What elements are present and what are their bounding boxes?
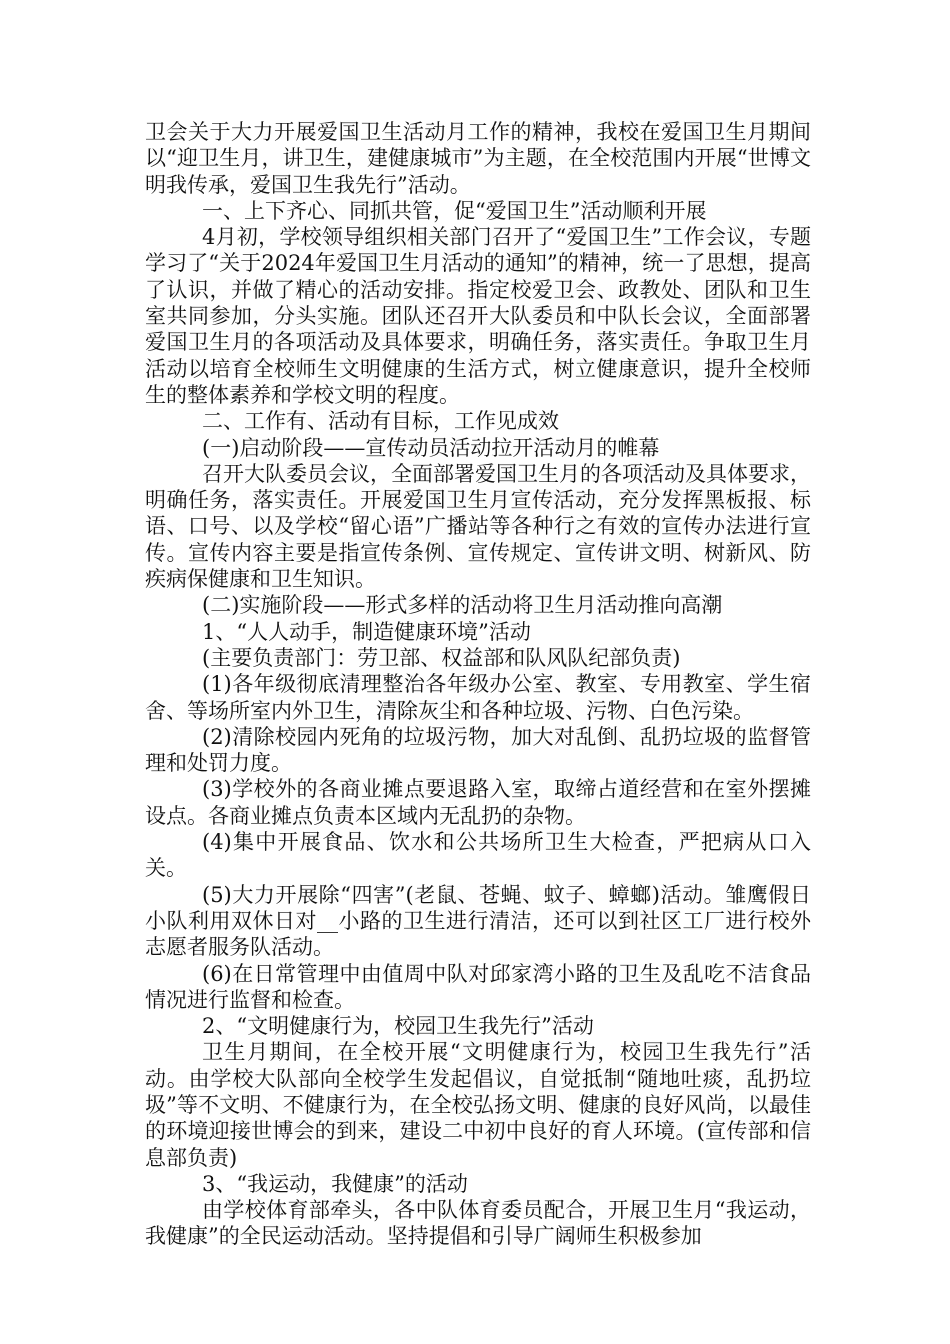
body-paragraph: 由学校体育部牵头，各中队体育委员配合，开展卫生月“我运动，我健康”的全民运动活动。坚持提倡和引导广阔师生积极参加 bbox=[145, 1198, 811, 1249]
section-heading: 二、工作有、活动有目标，工作见成效 bbox=[202, 409, 559, 434]
activity-heading: 3、“我运动，我健康”的活动 bbox=[202, 1171, 468, 1196]
subsection-heading: (二)实施阶段——形式多样的活动将卫生月活动推向高潮 bbox=[202, 593, 723, 618]
subsection-heading: (一)启动阶段——宣传动员活动拉开活动月的帷幕 bbox=[202, 435, 660, 460]
body-paragraph: 召开大队委员会议，全面部署爱国卫生月的各项活动及具体要求，明确任务，落实责任。开展爱国卫生月宣传活动，充分发挥黑板报、标语、口号、以及学校“留心语”广播站等各种行之有效的宣传办法进行宣传。宣传内容主要是指宣传条例、宣传规定、宣传讲文明、树新风、防疾病保健康和卫生知识。 bbox=[145, 461, 811, 592]
list-item: (1)各年级彻底清理整治各年级办公室、教室、专用教室、学生宿舍、等场所室内外卫生，清除灰尘和各种垃圾、污物、白色污染。 bbox=[145, 672, 811, 723]
document-page bbox=[145, 119, 811, 1250]
list-item: (6)在日常管理中由值周中队对邱家湾小路的卫生及乱吃不洁食品情况进行监督和检查。 bbox=[145, 961, 811, 1012]
list-item: (4)集中开展食品、饮水和公共场所卫生大检查，严把病从口入关。 bbox=[145, 830, 811, 881]
list-item: (2)清除校园内死角的垃圾污物，加大对乱倒、乱扔垃圾的监督管理和处罚力度。 bbox=[145, 724, 811, 776]
activity-heading: 1、“人人动手，制造健康环境”活动 bbox=[202, 619, 531, 644]
body-paragraph: 4月初，学校领导组织相关部门召开了“爱国卫生”工作会议，专题学习了“关于2024年爱国卫生月活动的通知”的精神，统一了思想，提高了认识，并做了精心的活动安排。指定校爱卫会、政教处、团队和卫生室共同参加，分头实施。团队还召开大队委员和中队长会议，全面部署爱国卫生月的各项活动及具体要求，明确任务，落实责任。争取卫生月活动以培育全校师生文明健康的生活方式，树立健康意识，提升全校师生的整体素养和学校文明的程度。 bbox=[145, 225, 811, 407]
section-heading: 一、上下齐心、同抓共管，促“爱国卫生”活动顺利开展 bbox=[202, 198, 707, 223]
activity-heading: 2、“文明健康行为，校园卫生我先行”活动 bbox=[202, 1014, 594, 1039]
list-item: (5)大力开展除“四害”(老鼠、苍蝇、蚊子、蟑螂)活动。雏鹰假日小队利用双休日对__小路的卫生进行清洁，还可以到社区工厂进行校外志愿者服务队活动。 bbox=[145, 882, 811, 960]
list-item: (3)学校外的各商业摊点要退路入室，取缔占道经营和在室外摆摊设点。各商业摊点负责本区域内无乱扔的杂物。 bbox=[145, 777, 811, 828]
body-paragraph: 卫会关于大力开展爱国卫生活动月工作的精神，我校在爱国卫生月期间以“迎卫生月，讲卫生，建健康城市”为主题，在全校范围内开展“世博文明我传承，爱国卫生我先行”活动。 bbox=[145, 120, 811, 197]
body-paragraph: 卫生月期间，在全校开展“文明健康行为，校园卫生我先行”活动。由学校大队部向全校学生发起倡议，自觉抵制“随地吐痰，乱扔垃圾”等不文明、不健康行为，在全校弘扬文明、健康的良好风尚，以最佳的环境迎接世博会的到来，建设二中初中良好的育人环境。(宣传部和信息部负责) bbox=[145, 1040, 811, 1170]
body-paragraph: (主要负责部门：劳卫部、权益部和队风队纪部负责) bbox=[202, 645, 681, 670]
